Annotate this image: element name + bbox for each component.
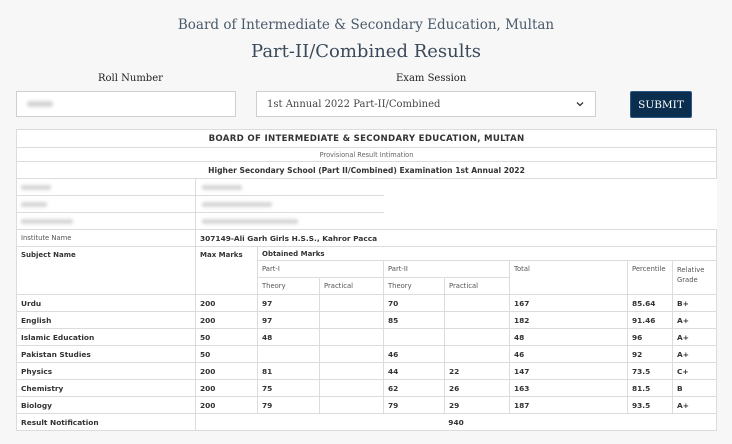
cell-percentile: 96 — [628, 329, 673, 346]
cell-percentile: 85.64 — [628, 295, 673, 312]
cell-percentile: 81.5 — [628, 380, 673, 397]
cell-p1-practical — [320, 346, 384, 363]
cell-p1-practical — [320, 295, 384, 312]
cell-name: Physics — [17, 363, 196, 380]
col-grade: Relative Grade — [673, 261, 717, 295]
cell-total: 167 — [510, 295, 628, 312]
cell-p1-theory: 48 — [258, 329, 320, 346]
subject-row — [17, 346, 717, 363]
subject-row — [17, 312, 717, 329]
board-heading: BOARD OF INTERMEDIATE & SECONDARY EDUCATION, MULTAN — [17, 130, 717, 148]
col-p1-theory: Theory — [258, 278, 320, 295]
cell-p1-theory: 97 — [258, 312, 320, 329]
col-part2: Part-II — [384, 261, 510, 278]
result-notification-value: 940 — [196, 414, 717, 431]
cell-max: 200 — [196, 363, 258, 380]
redacted-value — [202, 219, 298, 224]
cell-grade: A+ — [673, 397, 717, 414]
cell-percentile: 92 — [628, 346, 673, 363]
cell-max: 200 — [196, 397, 258, 414]
cell-name: Pakistan Studies — [17, 346, 196, 363]
cell-max: 50 — [196, 346, 258, 363]
redacted-value — [202, 202, 272, 207]
cell-p2-practical: 22 — [445, 363, 510, 380]
cell-grade: C+ — [673, 363, 717, 380]
cell-grade: B — [673, 380, 717, 397]
cell-total: 187 — [510, 397, 628, 414]
exam-title: Higher Secondary School (Part II/Combined) Examination 1st Annual 2022 — [17, 162, 717, 179]
cell-percentile: 73.5 — [628, 363, 673, 380]
cell-grade: A+ — [673, 346, 717, 363]
cell-name: Biology — [17, 397, 196, 414]
col-part1: Part-I — [258, 261, 384, 278]
institute-label: Institute Name — [17, 230, 196, 247]
cell-p2-theory: 62 — [384, 380, 445, 397]
page-title: Part-II/Combined Results — [251, 41, 481, 62]
cell-p2-practical: 29 — [445, 397, 510, 414]
redacted-roll-number — [27, 101, 53, 107]
cell-p1-practical — [320, 380, 384, 397]
cell-p1-practical — [320, 397, 384, 414]
roll-row — [17, 179, 717, 196]
redacted-label — [21, 219, 73, 224]
col-subject: Subject Name — [17, 247, 196, 295]
cell-name: Chemistry — [17, 380, 196, 397]
col-obtained: Obtained Marks — [258, 247, 717, 261]
cell-p1-practical — [320, 312, 384, 329]
cell-p2-practical — [445, 329, 510, 346]
cell-total: 48 — [510, 329, 628, 346]
cell-p1-theory: 81 — [258, 363, 320, 380]
provisional-label: Provisional Result Intimation — [17, 148, 717, 162]
cell-p2-theory: 70 — [384, 295, 445, 312]
roll-number-input[interactable] — [16, 91, 236, 117]
cell-total: 147 — [510, 363, 628, 380]
redacted-value — [202, 185, 242, 190]
cell-p2-practical — [445, 346, 510, 363]
cell-grade: B+ — [673, 295, 717, 312]
subject-row — [17, 295, 717, 312]
cell-p2-theory — [384, 329, 445, 346]
cell-p1-practical — [320, 329, 384, 346]
col-total: Total — [510, 261, 628, 295]
subject-row — [17, 397, 717, 414]
cell-p2-theory: 79 — [384, 397, 445, 414]
cell-p2-theory: 85 — [384, 312, 445, 329]
name-row — [17, 196, 717, 213]
institute-value: 307149-Ali Garh Girls H.S.S., Kahror Pacca — [196, 230, 717, 247]
subject-row — [17, 363, 717, 380]
subject-row — [17, 380, 717, 397]
roll-number-label: Roll Number — [98, 73, 163, 84]
cell-p1-theory: 75 — [258, 380, 320, 397]
cell-grade: A+ — [673, 312, 717, 329]
submit-button[interactable]: SUBMIT — [630, 91, 692, 118]
result-notification-label: Result Notification — [17, 414, 196, 431]
cell-p1-theory — [258, 346, 320, 363]
cell-max: 200 — [196, 312, 258, 329]
cell-total: 163 — [510, 380, 628, 397]
cell-p2-practical: 26 — [445, 380, 510, 397]
exam-session-label: Exam Session — [396, 73, 467, 84]
cell-p2-theory: 44 — [384, 363, 445, 380]
cell-percentile: 91.46 — [628, 312, 673, 329]
cell-p1-theory: 79 — [258, 397, 320, 414]
cell-p1-practical — [320, 363, 384, 380]
cell-grade: A+ — [673, 329, 717, 346]
cell-name: Islamic Education — [17, 329, 196, 346]
cell-p2-practical — [445, 295, 510, 312]
redacted-label — [21, 202, 47, 207]
chevron-down-icon — [575, 99, 585, 109]
cell-total: 46 — [510, 346, 628, 363]
board-title: Board of Intermediate & Secondary Education, Multan — [177, 17, 555, 33]
redacted-label — [21, 185, 51, 190]
cell-max: 200 — [196, 295, 258, 312]
exam-session-value: 1st Annual 2022 Part-II/Combined — [267, 98, 441, 110]
cell-percentile: 93.5 — [628, 397, 673, 414]
col-percentile: Percentile — [628, 261, 673, 295]
cell-p2-practical — [445, 312, 510, 329]
exam-session-select[interactable] — [256, 91, 596, 117]
col-p2-theory: Theory — [384, 278, 445, 295]
father-name-row — [17, 213, 717, 230]
col-p1-practical: Practical — [320, 278, 384, 295]
cell-name: Urdu — [17, 295, 196, 312]
subject-row — [17, 329, 717, 346]
col-p2-practical: Practical — [445, 278, 510, 295]
cell-name: English — [17, 312, 196, 329]
cell-max: 50 — [196, 329, 258, 346]
cell-p2-theory: 46 — [384, 346, 445, 363]
cell-p1-theory: 97 — [258, 295, 320, 312]
col-max-marks: Max Marks — [196, 247, 258, 295]
cell-total: 182 — [510, 312, 628, 329]
result-table — [16, 129, 717, 431]
cell-max: 200 — [196, 380, 258, 397]
